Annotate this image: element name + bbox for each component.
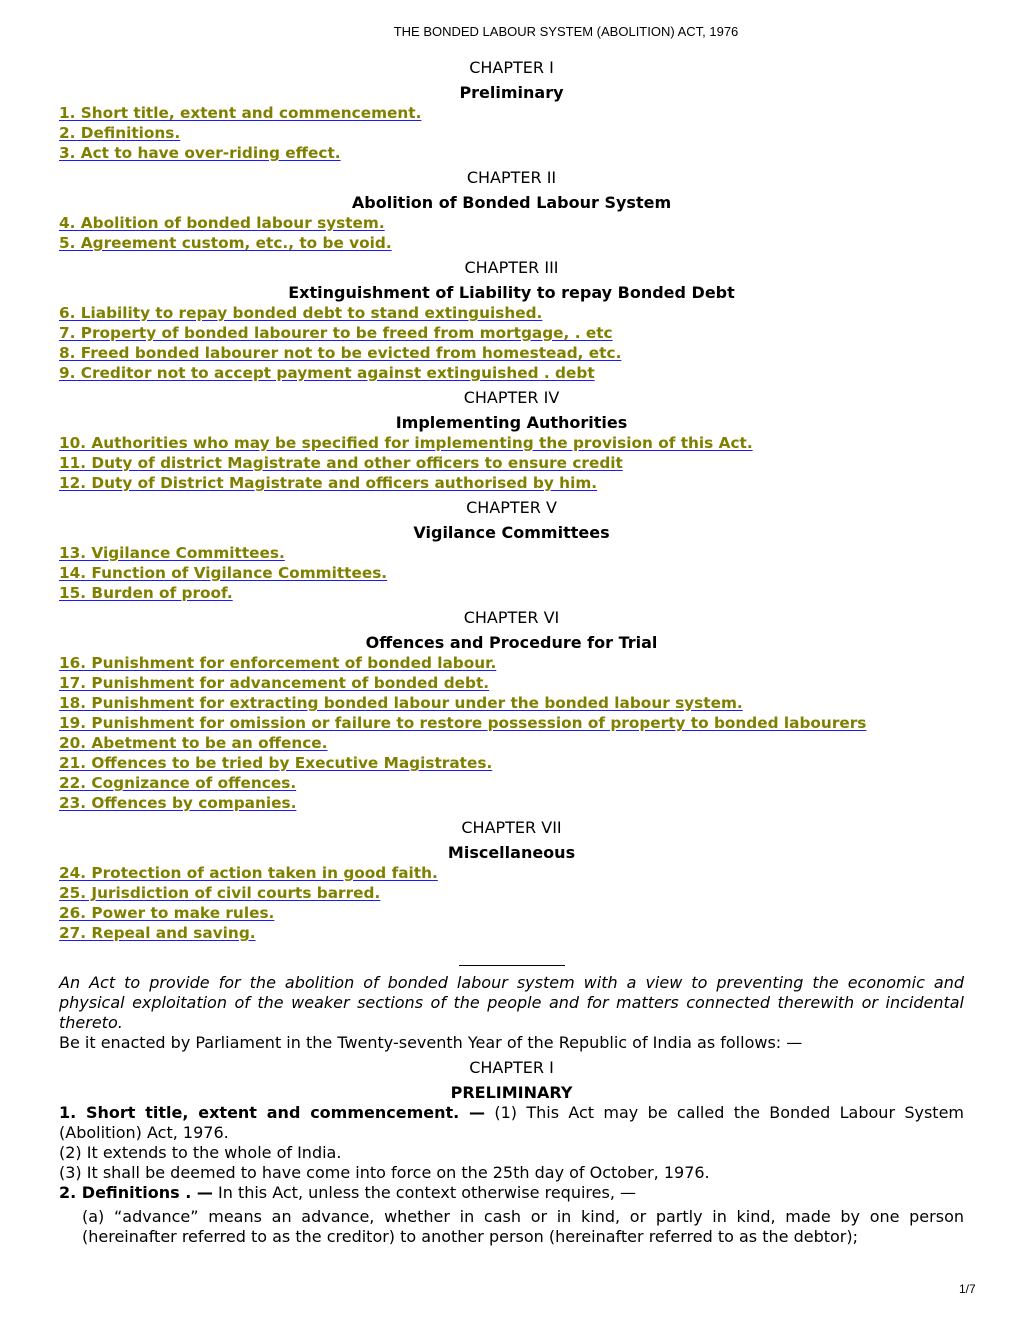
toc-link[interactable]: 15. Burden of proof. xyxy=(59,584,233,602)
chapter-title: Abolition of Bonded Labour System xyxy=(351,193,672,212)
toc-link[interactable]: 16. Punishment for enforcement of bonded labour. xyxy=(59,654,497,672)
page-number: 1/7 xyxy=(959,1282,976,1296)
toc-link[interactable]: 7. Property of bonded labourer to be freed from mortgage, . etc xyxy=(59,324,613,342)
preamble: An Act to provide for the abolition of bonded labour system with a view to preventing the economic and physical exploitation of the weaker sections of the people and for matters connected therewith or incidental thereto. xyxy=(59,973,964,1032)
chapter-title: Implementing Authorities xyxy=(395,413,628,432)
toc-link[interactable]: 10. Authorities who may be specified for implementing the provision of this Act. xyxy=(59,434,753,452)
chapter-heading: CHAPTER V xyxy=(466,498,557,517)
section-text: (1) This Act may be called the Bonded Labour System (Abolition) Act, 1976. xyxy=(59,1103,965,1142)
section-text: In this Act, unless the context otherwise requires, — xyxy=(212,1183,636,1202)
document-body xyxy=(59,58,964,1247)
section-heading: 2. Definitions . — xyxy=(59,1183,213,1202)
chapter-heading: CHAPTER VI xyxy=(463,608,560,627)
toc-link[interactable]: 12. Duty of District Magistrate and officers authorised by him. xyxy=(59,474,598,492)
toc-link[interactable]: 19. Punishment for omission or failure to restore possession of property to bonded labourers xyxy=(59,714,867,732)
table-of-contents xyxy=(59,58,964,943)
toc-link[interactable]: 4. Abolition of bonded labour system. xyxy=(59,214,385,232)
chapter-heading: CHAPTER II xyxy=(466,168,557,187)
toc-link[interactable]: 2. Definitions. xyxy=(59,124,181,142)
chapter-title: Vigilance Committees xyxy=(413,523,610,542)
toc-link[interactable]: 22. Cognizance of offences. xyxy=(59,774,297,792)
section-2 xyxy=(59,1183,964,1203)
section-heading: 1. Short title, extent and commencement. — xyxy=(59,1103,486,1122)
toc-link[interactable]: 26. Power to make rules. xyxy=(59,904,275,922)
toc-link[interactable]: 27. Repeal and saving. xyxy=(59,924,256,942)
toc-link[interactable]: 18. Punishment for extracting bonded labour under the bonded labour system. xyxy=(59,694,743,712)
chapter-heading: CHAPTER VII xyxy=(461,818,562,837)
toc-link[interactable]: 14. Function of Vigilance Committees. xyxy=(59,564,388,582)
chapter-title: Preliminary xyxy=(459,83,564,102)
toc-link[interactable]: 1. Short title, extent and commencement. xyxy=(59,104,422,122)
toc-link[interactable]: 5. Agreement custom, etc., to be void. xyxy=(59,234,392,252)
toc-link[interactable]: 13. Vigilance Committees. xyxy=(59,544,285,562)
chapter-heading: CHAPTER I xyxy=(469,1058,554,1077)
toc-link[interactable]: 25. Jurisdiction of civil courts barred. xyxy=(59,884,381,902)
section-1-2: (2) It extends to the whole of India. xyxy=(59,1143,342,1162)
toc-link[interactable]: 24. Protection of action taken in good faith. xyxy=(59,864,438,882)
toc-link[interactable]: 3. Act to have over-riding effect. xyxy=(59,144,341,162)
chapter-title: Miscellaneous xyxy=(447,843,576,862)
definition-a: (a) “advance” means an advance, whether in cash or in kind, or partly in kind, made by one person (hereinafter referred to as the creditor) to another person (hereinafter referred to as the debtor); xyxy=(82,1207,964,1246)
chapter-title: PRELIMINARY xyxy=(450,1083,573,1102)
running-header: THE BONDED LABOUR SYSTEM (ABOLITION) ACT, 1976 xyxy=(393,24,739,39)
chapter-title: Offences and Procedure for Trial xyxy=(365,633,658,652)
section-1-3: (3) It shall be deemed to have come into force on the 25th day of October, 1976. xyxy=(59,1163,710,1182)
chapter-heading: CHAPTER III xyxy=(464,258,559,277)
toc-link[interactable]: 17. Punishment for advancement of bonded debt. xyxy=(59,674,490,692)
divider xyxy=(459,965,565,966)
chapter-heading: CHAPTER I xyxy=(469,58,554,77)
toc-link[interactable]: 21. Offences to be tried by Executive Magistrates. xyxy=(59,754,493,772)
toc-link[interactable]: 20. Abetment to be an offence. xyxy=(59,734,328,752)
section-1 xyxy=(59,1103,964,1143)
toc-link[interactable]: 9. Creditor not to accept payment against extinguished . debt xyxy=(59,364,595,382)
toc-link[interactable]: 23. Offences by companies. xyxy=(59,794,297,812)
toc-link[interactable]: 11. Duty of district Magistrate and other officers to ensure credit xyxy=(59,454,623,472)
enacting-clause: Be it enacted by Parliament in the Twenty-seventh Year of the Republic of India as follows: — xyxy=(59,1033,803,1052)
toc-link[interactable]: 6. Liability to repay bonded debt to stand extinguished. xyxy=(59,304,543,322)
chapter-heading: CHAPTER IV xyxy=(463,388,560,407)
toc-link[interactable]: 8. Freed bonded labourer not to be evicted from homestead, etc. xyxy=(59,344,622,362)
chapter-title: Extinguishment of Liability to repay Bonded Debt xyxy=(288,283,735,302)
